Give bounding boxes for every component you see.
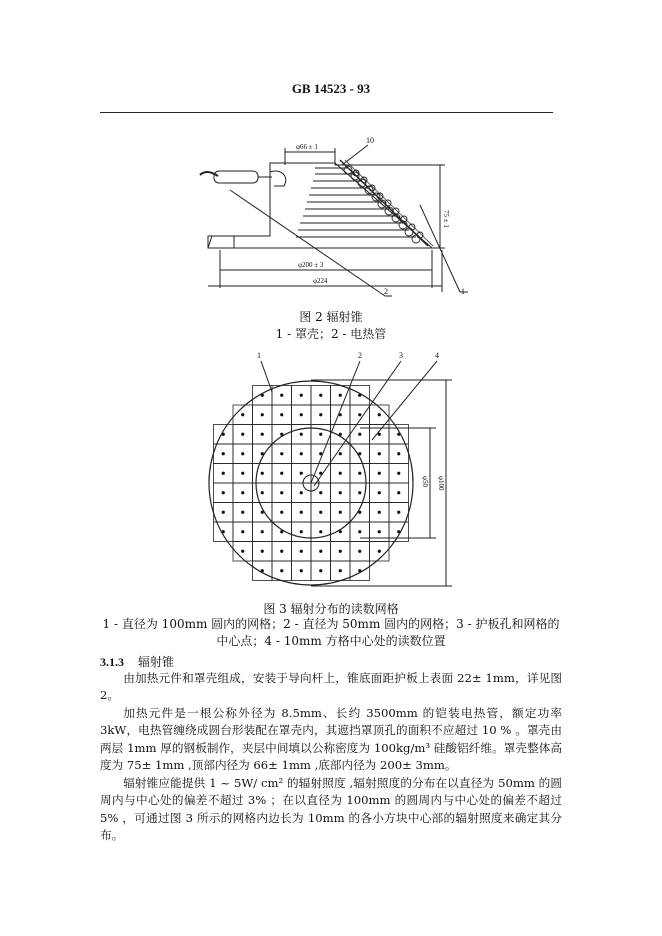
- figure2-legend: 1 - 罩壳；2 - 电热管: [275, 327, 387, 341]
- figure3-title: 图 3 辐射分布的读数网格: [263, 602, 399, 616]
- paragraph-1: 由加热元件和罩壳组成，安装于导向杆上，锥底面距护板上表面 22± 1mm，详见图 2。: [100, 671, 562, 703]
- figure2-title: 图 2 辐射锥: [299, 310, 363, 324]
- dim-bottom-diameter: φ200 ± 3: [298, 261, 324, 269]
- dim-d100: φ100: [437, 476, 445, 491]
- callout-2: 2: [384, 287, 388, 296]
- callout-2: 2: [358, 351, 362, 360]
- section-title: 辐射锥: [138, 655, 175, 669]
- callout-1: 1: [461, 287, 465, 296]
- paragraph-2: 加热元件是一根公称外径为 8.5mm、长约 3500mm 的铠装电热管，额定功率 3kW，电热管缠绕成圆台形装配在罩壳内，其遮挡罩顶孔的面积不应超过 10 % 。罩壳由两层 1mm 厚的钢板制作，夹层中间填以公称密度为 100kg/m³ 硅酸铝纤维。罩壳整体高度为 75± 1mm ,顶部内径为 66± 1mm ,底部内径为 200± 3mm。: [100, 706, 562, 773]
- section-number: 3.1.3: [100, 655, 124, 669]
- callout-10: 10: [366, 136, 374, 145]
- dim-height: 75 ± 1: [442, 210, 450, 228]
- callout-3: 3: [399, 351, 403, 360]
- paragraph-3: 辐射锥应能提供 1 ~ 5W/ cm² 的辐射照度 ,辐射照度的分布在以直径为 50mm 的圆周内与中心处的偏差不超过 3% ；在以直径为 100mm 的圆周内与中心处的偏差不超过 5% ，可通过图 3 所示的网格内边长为 10mm 的各小方块中心部的辐射照度来确定其分布。: [100, 776, 562, 843]
- section-heading: [100, 653, 174, 670]
- figure3-legend: 1 - 直径为 100mm 圆内的网格；2 - 直径为 50mm 圆内的网格；3 - 护板孔和网格的中心点；4 - 10mm 方格中心处的读数位置: [102, 617, 560, 648]
- callout-4: 4: [435, 351, 439, 360]
- dim-outer-diameter: φ224: [313, 277, 328, 285]
- callout-1: 1: [257, 351, 261, 360]
- dim-d50: φ50: [421, 476, 429, 488]
- dim-top-diameter: φ66 ± 1: [296, 143, 318, 151]
- standard-code-header: GB 14523 - 93: [291, 81, 371, 96]
